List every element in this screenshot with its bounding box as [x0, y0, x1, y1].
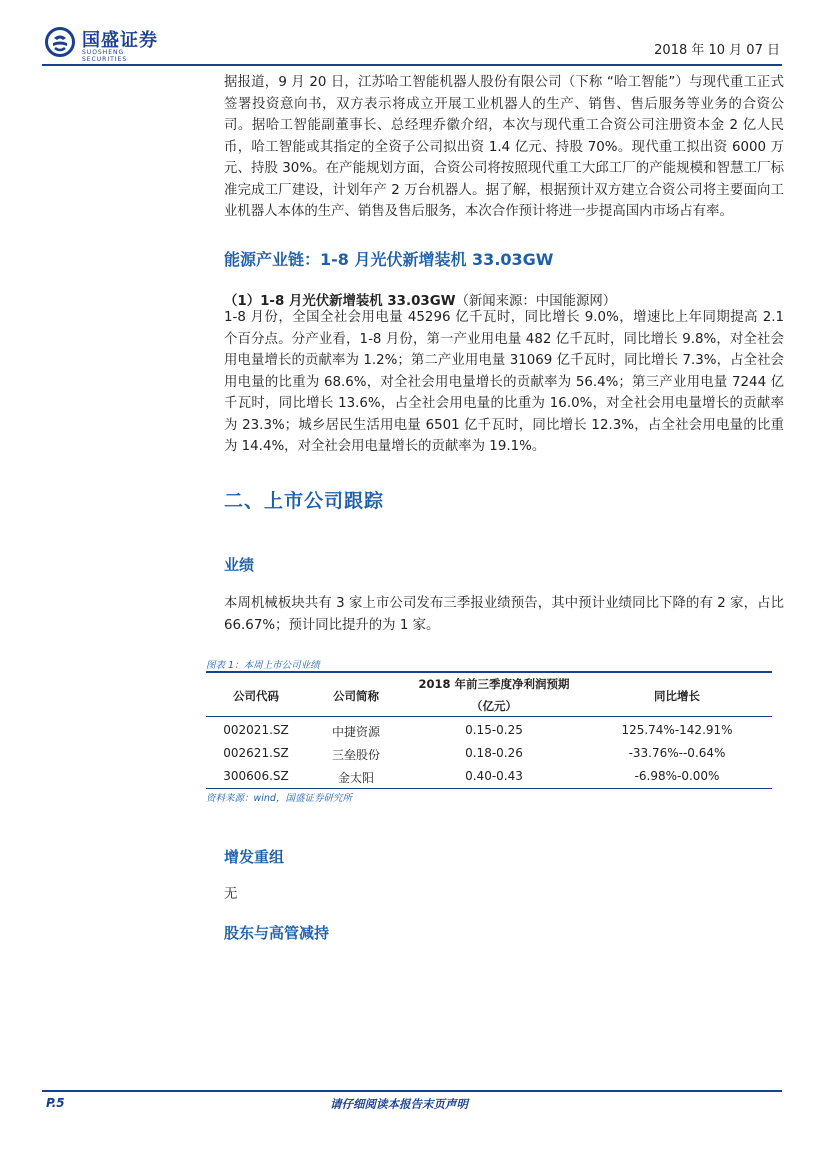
energy-paragraph: 1-8 月份，全国全社会用电量 45296 亿千瓦时，同比增长 9.0%，增速比上年同期提高 2.1 个百分点。分产业看，1-8 月份，第一产业用电量 482 亿千瓦时，同比增长 9.8%，对全社会用电量增长的贡献率为 1.2%；第二产业用电量 31069 亿千瓦时，同比增长 7.3%，占全社会用电量的比重为 68.6%，对全社会用电量增长的贡献率为 56.4%；第三产业用电量 7244 亿千瓦时，同比增长 13.6%，占全社会用电量的比重为 16.0%，对全社会用电量增长的贡献率为 23.3%；城乡居民生活用电量 6501 亿千瓦时，同比增长 12.3%，占全社会用电量的比重为 14.4%，对全社会用电量增长的贡献率为 19.1%。 — [224, 310, 784, 454]
cell-code: 002021.SZ — [223, 723, 289, 737]
placement-text: 无 — [224, 887, 238, 902]
page-number: P.5 — [46, 1096, 65, 1110]
section-heading-listed-companies: 二、上市公司跟踪 — [224, 490, 385, 512]
cell-profit: 0.18-0.26 — [465, 746, 523, 760]
table-header-unit: （亿元） — [471, 699, 517, 713]
cell-code: 002621.SZ — [223, 746, 289, 760]
footer-divider — [42, 1090, 782, 1092]
results-heading: 业绩 — [224, 556, 255, 574]
energy-subheading-source: （新闻来源：中国能源网） — [455, 294, 617, 309]
energy-subheading-title: （1）1-8 月光伏新增装机 33.03GW — [224, 294, 456, 309]
cell-name: 金太阳 — [337, 771, 374, 785]
cell-name: 三垒股份 — [331, 748, 380, 762]
table-header-code: 公司代码 — [233, 689, 279, 703]
page-header — [42, 22, 784, 62]
cell-code: 300606.SZ — [223, 769, 289, 783]
cell-profit: 0.15-0.25 — [465, 723, 523, 737]
section-heading-energy: 能源产业链：1-8 月光伏新增装机 33.03GW — [224, 250, 554, 269]
company-logo — [42, 24, 172, 63]
table-header-name: 公司简称 — [333, 689, 379, 703]
table-header-profit: 2018 年前三季度净利润预期 — [418, 677, 570, 691]
report-date: 2018 年 10 月 07 日 — [654, 43, 780, 58]
table-header-growth: 同比增长 — [654, 689, 700, 703]
cell-growth: -6.98%-0.00% — [634, 769, 720, 783]
logo-subtext: SUOSHENG SECURITIES — [82, 49, 128, 63]
logo-text: 国盛证券 — [82, 30, 158, 51]
table-title: 图表 1：本周上市公司业绩 — [206, 660, 320, 671]
table-top-rule — [206, 671, 772, 673]
holdings-heading: 股东与高管减持 — [224, 924, 330, 942]
news-paragraph-robotics: 据报道，9 月 20 日，江苏哈工智能机器人股份有限公司（下称 “哈工智能”）与现代重工正式签署投资意向书，双方表示将成立开展工业机器人的生产、销售、售后服务等业务的合资公司。据哈工智能副董事长、总经理乔徽介绍，本次与现代重工合资公司注册资本金 2 亿人民币，哈工智能或其指定的全资子公司拟出资 1.4 亿元、持股 70%。现代重工拟出资 6000 万元、持股 30%。在产能规划方面，合资公司将按照现代重工大邱工厂的产能规模和智慧工厂标准完成工厂建设，计划年产 2 万台机器人。据了解，根据预计双方建立合资公司将主要面向工业机器人本体的生产、销售及售后服务，本次合作预计将进一步提高国内市场占有率。 — [224, 75, 784, 219]
table-bottom-rule — [206, 788, 772, 789]
cell-growth: -33.76%--0.64% — [628, 746, 726, 760]
cell-name: 中捷资源 — [331, 725, 380, 739]
table-header-rule — [206, 716, 772, 717]
footer-disclaimer: 请仔细阅读本报告末页声明 — [330, 1097, 468, 1111]
cell-growth: 125.74%-142.91% — [621, 723, 733, 737]
placement-heading: 增发重组 — [224, 848, 285, 866]
logo-mark-icon — [45, 27, 75, 57]
cell-profit: 0.40-0.43 — [465, 769, 523, 783]
header-divider — [42, 64, 782, 66]
table-source: 资料来源：wind，国盛证券研究所 — [206, 793, 352, 804]
results-paragraph: 本周机械板块共有 3 家上市公司发布三季报业绩预告，其中预计业绩同比下降的有 2 家，占比 66.67%；预计同比提升的为 1 家。 — [224, 596, 784, 633]
